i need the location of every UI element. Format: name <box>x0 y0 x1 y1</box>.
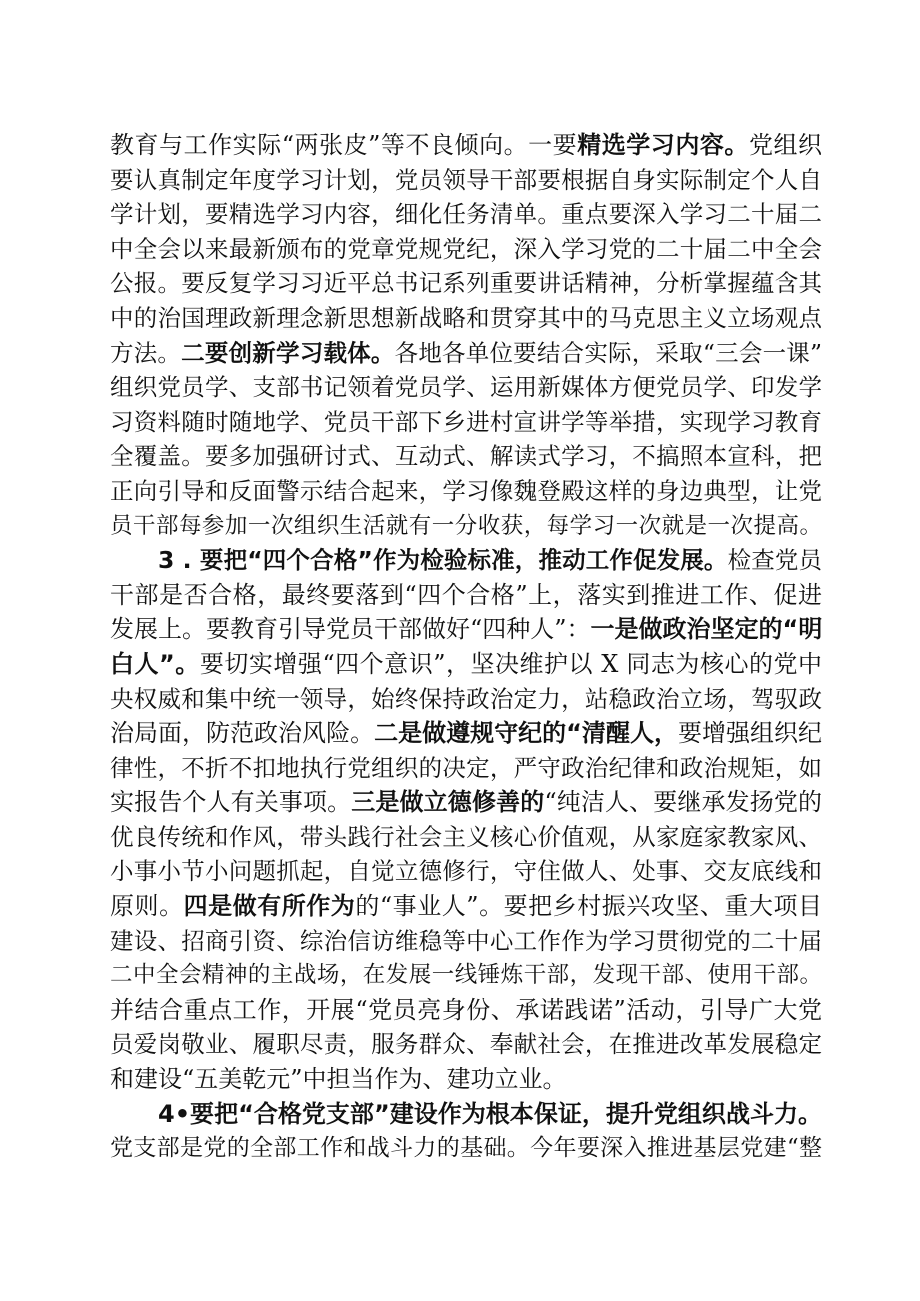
text-segment: 公报。要反复学习习近平总书记系列重要讲话精神，分析掌握蕴含其 <box>110 269 822 298</box>
text-line <box>110 1027 822 1062</box>
text-segment: 党支部是党的全部工作和战斗力的基础。今年要深入推进基层党建“整 <box>110 1135 822 1162</box>
text-line <box>110 924 822 959</box>
text-line <box>110 197 822 232</box>
text-segment: 律性，不折不扣地执行党组织的决定，严守政治纪律和政治规矩，如 <box>110 753 822 782</box>
bold-text-segment: 精选学习内容。 <box>577 131 749 159</box>
text-segment: 中的治国理政新理念新思想新战略和贯穿其中的马克思主义立场观点 <box>110 303 822 332</box>
text-line <box>110 1131 822 1166</box>
text-line <box>110 370 822 405</box>
text-segment: 要增强组织纪 <box>677 719 822 748</box>
text-segment: 习资料随时随地学、党员干部下乡进村宣讲学等举措，实现学习教育 <box>110 407 822 436</box>
text-segment: 员干部每参加一次组织生活就有一分收获，每学习一次就是一次提高。 <box>110 512 822 539</box>
text-segment: 干部是否合格，最终要落到“四个合格”上，落实到推进工作、促进 <box>110 580 822 609</box>
text-line <box>110 405 822 440</box>
text-line <box>110 993 822 1028</box>
bold-text-segment: 一是做政治坚定的“明 <box>590 615 822 644</box>
text-line <box>110 474 822 509</box>
text-line <box>110 820 822 855</box>
text-segment: 建设、招商引资、综治信访维稳等中心工作作为学习贯彻党的二十届 <box>110 926 822 955</box>
bold-text-segment: 二是做遵规守纪的“清醒人， <box>374 719 678 748</box>
text-segment: 原则。 <box>110 892 184 921</box>
text-line <box>110 751 822 786</box>
text-line <box>110 854 822 889</box>
text-line <box>110 128 822 163</box>
text-line <box>110 647 822 682</box>
text-segment: 和建设“五美乾元”中担当作为、建功立业。 <box>110 1065 567 1094</box>
text-segment: 正向引导和反面警示结合起来，学习像魏登殿这样的身边典型，让党 <box>110 476 822 505</box>
bold-text-segment: 3 . 要把“四个合格”作为检验标准，推动工作促发展。 <box>158 546 728 575</box>
text-line <box>110 785 822 820</box>
text-line <box>110 543 822 578</box>
document-body <box>110 128 822 1166</box>
bold-text-segment: 二要创新学习载体。 <box>181 338 395 367</box>
text-segment: 中全会以来最新颁布的党章党规党纪，深入学习党的二十届二中全会 <box>110 234 822 263</box>
text-line <box>110 301 822 336</box>
text-line <box>110 682 822 717</box>
text-segment: 检查党员 <box>727 546 822 575</box>
text-segment: 党组织 <box>748 131 822 159</box>
text-segment: 要认真制定年度学习计划，党员领导干部要根据自身实际制定个人自 <box>110 165 822 194</box>
text-line <box>110 1097 822 1132</box>
text-segment: 方法。 <box>110 338 182 367</box>
text-segment: 央权威和集中统一领导，始终保持政治定力，站稳政治立场，驾驭政 <box>110 684 822 713</box>
text-line <box>110 439 822 474</box>
text-segment: 实报告个人有关事项。 <box>110 788 352 817</box>
text-line <box>110 163 822 198</box>
bold-text-segment: 四是做有所作为 <box>183 892 356 921</box>
text-segment: “纯洁人、要继承发扬党的 <box>544 788 822 817</box>
bold-text-segment: 白人”。 <box>110 649 200 678</box>
text-line <box>110 958 822 993</box>
text-line <box>110 889 822 924</box>
text-segment: 发展上。要教育引导党员干部做好“四种人”： <box>110 615 591 644</box>
text-segment: 并结合重点工作，开展“党员亮身份、承诺践诺”活动，引导广大党 <box>110 995 822 1024</box>
text-segment: 要切实增强“四个意识”，坚决维护以 X 同志为核心的党中 <box>199 649 822 678</box>
text-segment: 小事小节小问题抓起，自觉立德修行，守住做人、处事、交友底线和 <box>110 857 822 886</box>
text-segment: 全覆盖。要多加强研讨式、互动式、解读式学习，不搞照本宣科，把 <box>110 442 822 471</box>
text-segment: 各地各单位要结合实际，采取“三会一课” <box>394 338 822 367</box>
text-segment: 优良传统和作风，带头践行社会主义核心价值观，从家庭家教家风、 <box>110 822 822 851</box>
bold-text-segment: 4•要把“合格党支部”建设作为根本保证，提升党组织战斗力。 <box>158 1099 822 1128</box>
text-segment: 二中全会精神的主战场，在发展一线锤炼干部，发现干部、使用干部。 <box>110 962 822 989</box>
text-line <box>110 716 822 751</box>
text-line <box>110 232 822 267</box>
text-line <box>110 336 822 371</box>
text-line <box>110 509 822 544</box>
text-segment: 员爱岗敬业、履职尽责，服务群众、奉献社会，在推进改革发展稳定 <box>110 1030 822 1059</box>
text-segment: 学计划，要精选学习内容，细化任务清单。重点要深入学习二十届二 <box>110 200 822 229</box>
text-segment: 治局面，防范政治风险。 <box>110 719 375 748</box>
text-segment: 的“事业人”。要把乡村振兴攻坚、重大项目 <box>355 892 822 921</box>
text-line <box>110 578 822 613</box>
text-line <box>110 266 822 301</box>
text-segment: 教育与工作实际“两张皮”等不良倾向。一要 <box>110 131 578 159</box>
text-segment: 组织党员学、支部书记领着党员学、运用新媒体方便党员学、印发学 <box>110 373 822 402</box>
text-line <box>110 612 822 647</box>
bold-text-segment: 三是做立德修善的 <box>351 788 545 817</box>
text-line <box>110 1062 822 1097</box>
